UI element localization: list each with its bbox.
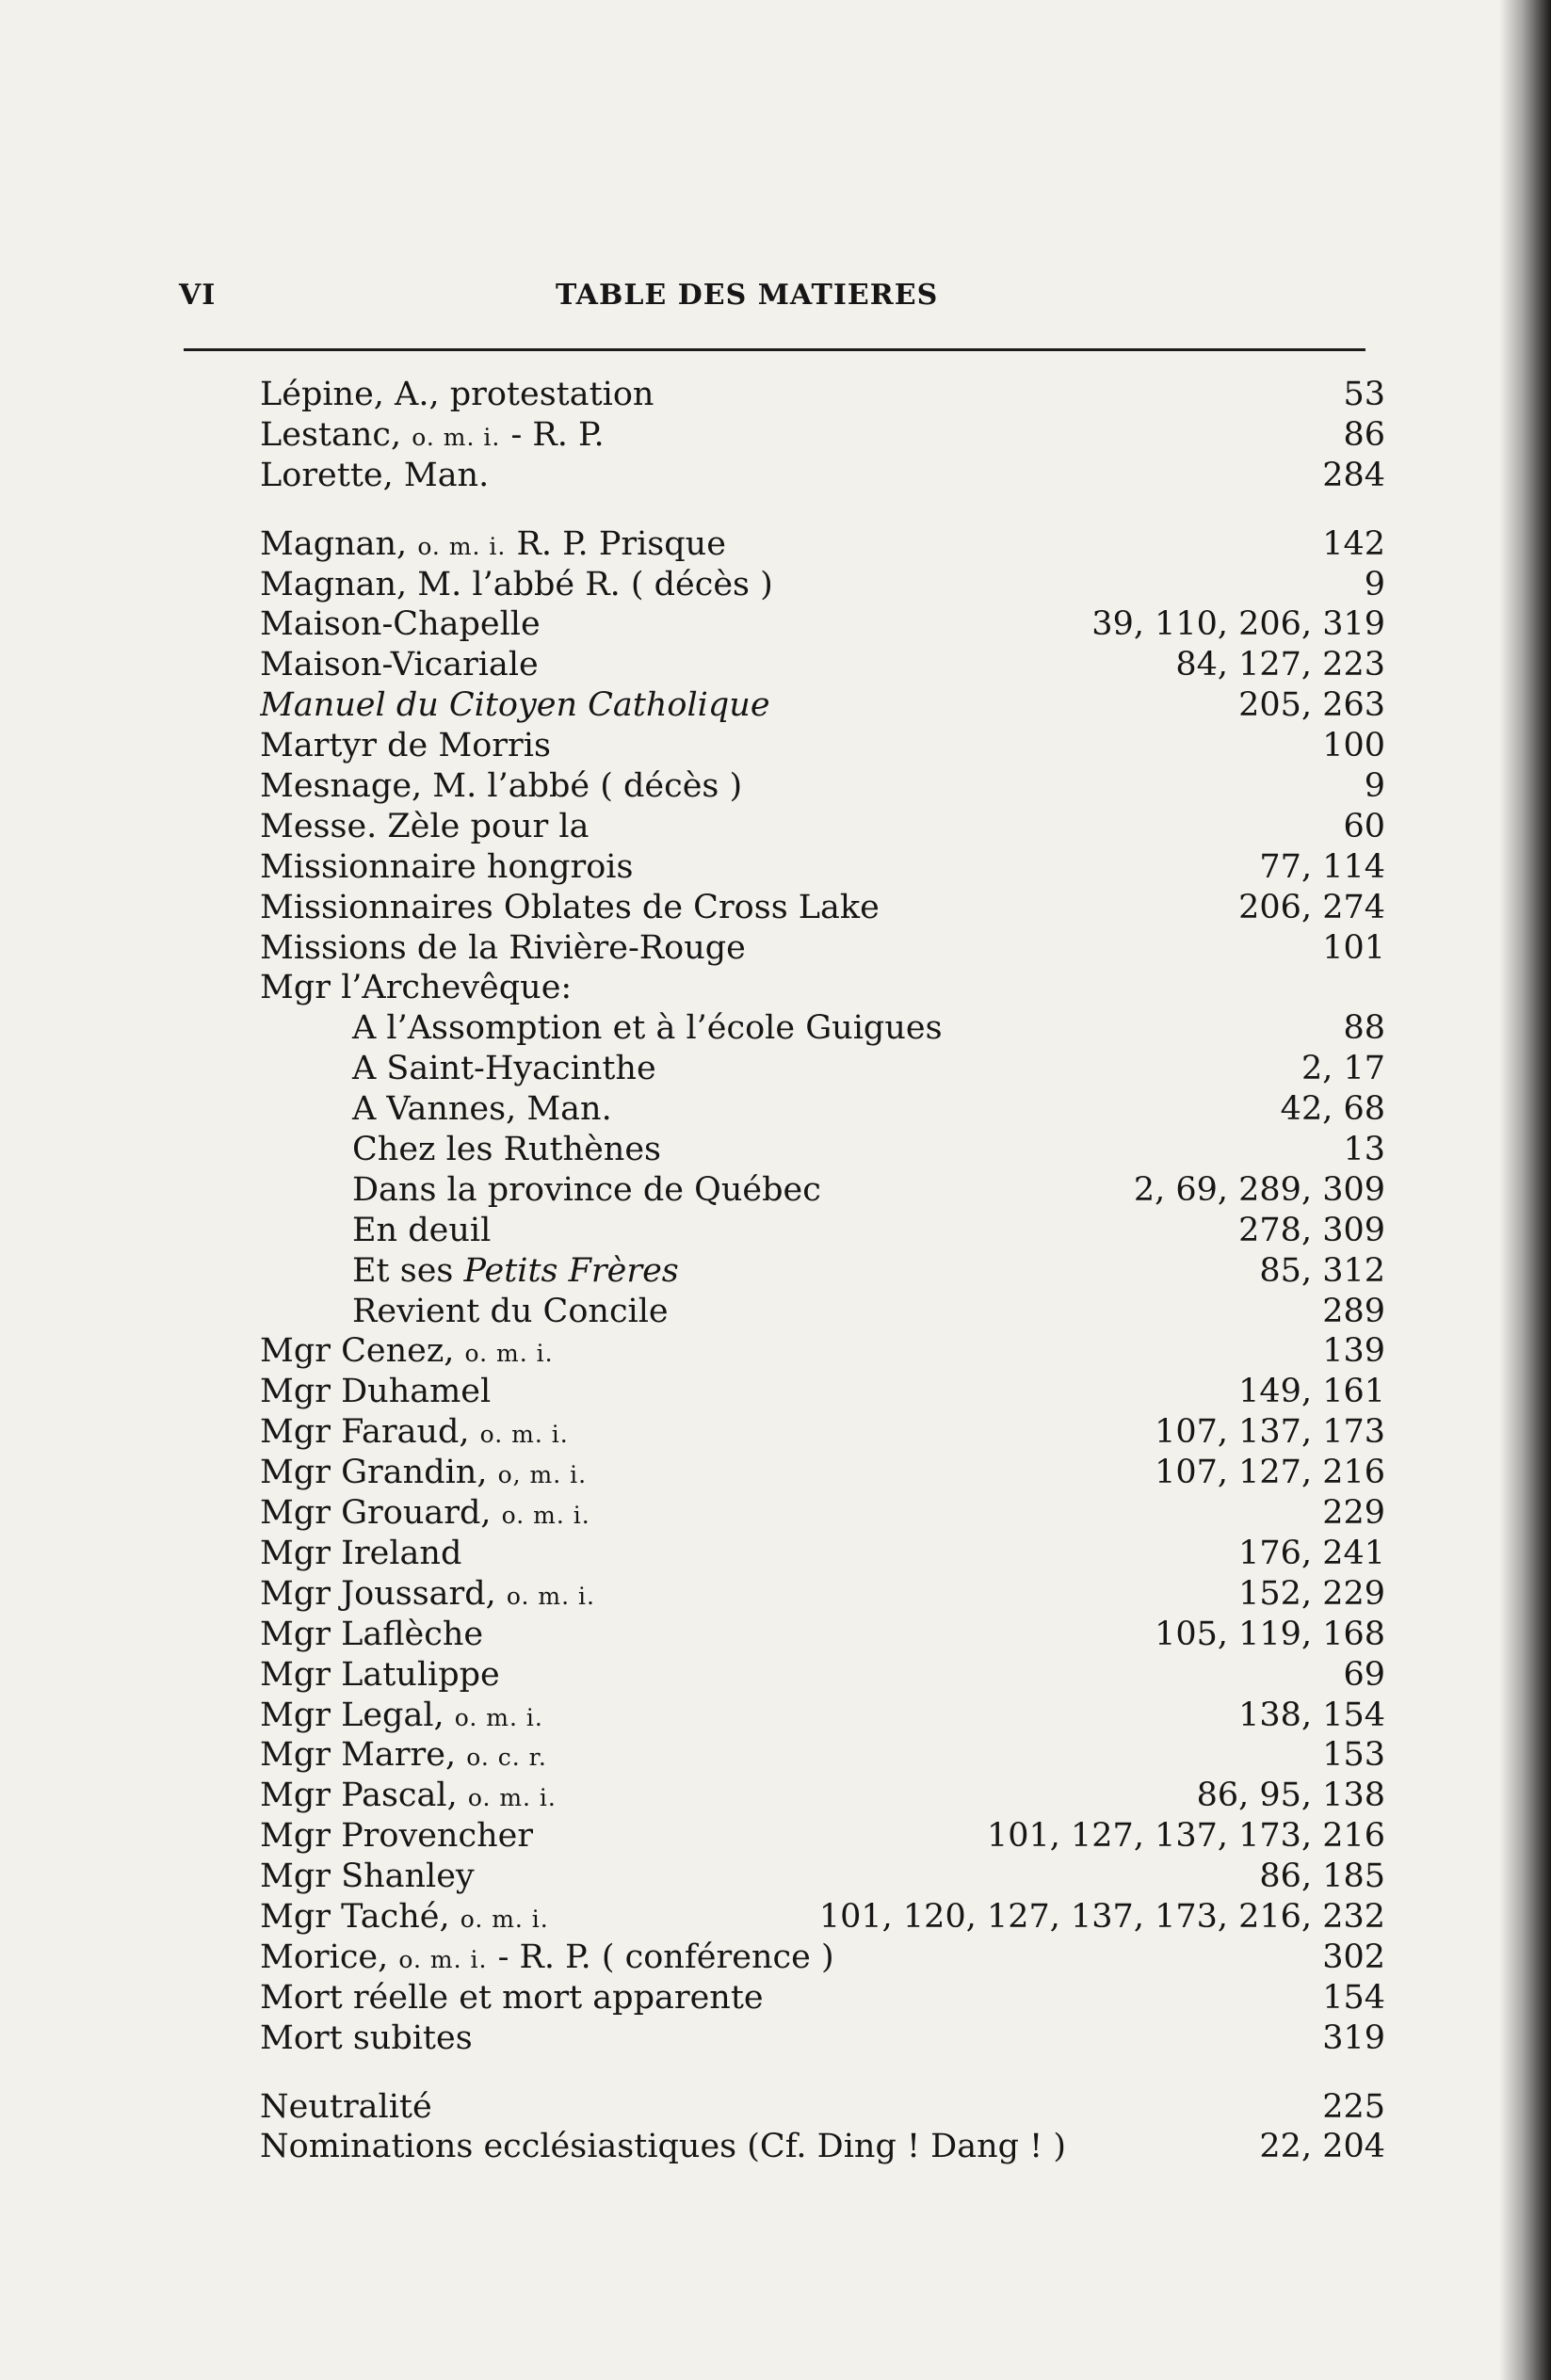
entry-text: Martyr de Morris bbox=[260, 727, 551, 765]
entry-term bbox=[260, 1897, 549, 1940]
index-entry bbox=[260, 1412, 1385, 1453]
entry-text: Revient du Concile bbox=[352, 1292, 669, 1330]
index-entry bbox=[260, 375, 1385, 415]
entry-page-refs: 138, 154 bbox=[1238, 1696, 1385, 1734]
index-entry bbox=[260, 726, 1385, 766]
entry-term bbox=[260, 2087, 432, 2128]
index-subentry bbox=[260, 1130, 1385, 1170]
entry-text: Mgr Cenez, bbox=[260, 1332, 465, 1371]
entry-order-abbrev: o. m. i. bbox=[460, 1905, 549, 1933]
page-number: VI bbox=[179, 279, 217, 312]
entry-page-refs: 149, 161 bbox=[1238, 1373, 1385, 1411]
entry-page-refs: 289 bbox=[1322, 1292, 1385, 1330]
entry-page-refs: 225 bbox=[1322, 2087, 1385, 2126]
entry-page-refs: 101 bbox=[1322, 928, 1385, 967]
header-rule bbox=[184, 348, 1365, 351]
index-entry bbox=[260, 1696, 1385, 1736]
entry-term bbox=[260, 2127, 1066, 2167]
entry-term bbox=[260, 685, 770, 726]
entry-term bbox=[260, 807, 589, 847]
entry-text: Lorette, Man. bbox=[260, 456, 490, 494]
entry-term bbox=[260, 1251, 679, 1292]
entry-text: - R. P. bbox=[500, 415, 605, 454]
entry-page-refs: 2, 69, 289, 309 bbox=[1133, 1170, 1385, 1209]
entry-text: Mgr Ireland bbox=[260, 1534, 462, 1572]
entry-text: Dans la province de Québec bbox=[352, 1170, 821, 1209]
entry-term bbox=[260, 1615, 483, 1655]
index-entry bbox=[260, 1493, 1385, 1534]
entry-text: Mgr Latulippe bbox=[260, 1655, 500, 1694]
index-entry bbox=[260, 1372, 1385, 1412]
entry-page-refs: 284 bbox=[1322, 456, 1385, 494]
entry-term bbox=[260, 847, 633, 888]
entry-page-refs: 69 bbox=[1343, 1655, 1385, 1694]
entry-term bbox=[260, 928, 746, 969]
entry-order-abbrev: o, m. i. bbox=[497, 1461, 588, 1489]
running-title: TABLE DES MATIERES bbox=[556, 279, 939, 312]
entry-page-refs: 154 bbox=[1322, 1978, 1385, 2017]
entry-term bbox=[260, 1089, 612, 1130]
entry-order-abbrev: o. m. i. bbox=[464, 1340, 554, 1368]
index-entry bbox=[260, 1655, 1385, 1696]
entry-text: Mort subites bbox=[260, 2018, 473, 2057]
entry-term bbox=[260, 888, 880, 928]
index-subentry bbox=[260, 1089, 1385, 1130]
index-entry bbox=[260, 1615, 1385, 1655]
index-entry bbox=[260, 1978, 1385, 2018]
entry-page-refs: 107, 127, 216 bbox=[1155, 1454, 1385, 1492]
entry-text: Mgr Laflèche bbox=[260, 1615, 484, 1653]
entry-page-refs: 86 bbox=[1343, 415, 1385, 454]
entry-text: Mgr Marre, bbox=[260, 1736, 467, 1775]
index-subentry bbox=[260, 1292, 1385, 1332]
entry-term bbox=[260, 1816, 533, 1857]
entry-term bbox=[260, 524, 726, 568]
entry-text: Lestanc, bbox=[260, 415, 412, 454]
entry-page-refs: 84, 127, 223 bbox=[1175, 646, 1385, 684]
index-entry bbox=[260, 645, 1385, 685]
entry-page-refs: 42, 68 bbox=[1280, 1090, 1385, 1129]
entry-term bbox=[260, 1412, 569, 1455]
entry-text: Neutralité bbox=[260, 2087, 432, 2126]
entry-page-refs: 139 bbox=[1322, 1332, 1385, 1371]
entry-term bbox=[260, 565, 773, 605]
index-entry bbox=[260, 1897, 1385, 1938]
entry-page-refs: 77, 114 bbox=[1259, 847, 1385, 886]
index-entry bbox=[260, 604, 1385, 645]
index-subentry bbox=[260, 1211, 1385, 1251]
entry-term bbox=[260, 1938, 834, 1981]
index-subentry bbox=[260, 1049, 1385, 1089]
index-entry bbox=[260, 1816, 1385, 1857]
entry-text: Mgr Provencher bbox=[260, 1817, 534, 1856]
index-entry bbox=[260, 1574, 1385, 1615]
entry-text: Mesnage, M. l’abbé ( décès ) bbox=[260, 767, 743, 806]
index-entry bbox=[260, 968, 1385, 1008]
entry-order-abbrev: o. m. i. bbox=[479, 1421, 569, 1449]
index-entries bbox=[260, 375, 1385, 2167]
entry-text: Mgr Shanley bbox=[260, 1857, 475, 1896]
entry-order-abbrev: o. m. i. bbox=[501, 1502, 590, 1530]
entry-text: Mgr l’Archevêque: bbox=[260, 969, 573, 1007]
index-entry bbox=[260, 928, 1385, 969]
entry-order-abbrev: o. m. i. bbox=[454, 1703, 543, 1731]
entry-order-abbrev: o. m. i. bbox=[467, 1784, 557, 1812]
entry-text: A Vannes, Man. bbox=[352, 1090, 612, 1129]
entry-page-refs: 39, 110, 206, 319 bbox=[1091, 605, 1385, 644]
index-entry bbox=[260, 2127, 1385, 2167]
entry-text: Nominations ecclésiastiques (Cf. Ding ! Dang ! ) bbox=[260, 2128, 1067, 2166]
entry-text: Mgr Joussard, bbox=[260, 1574, 507, 1613]
entry-page-refs: 206, 274 bbox=[1238, 888, 1385, 926]
entry-page-refs: 22, 204 bbox=[1259, 2128, 1385, 2166]
entry-page-refs: 53 bbox=[1343, 376, 1385, 413]
entry-text: - R. P. ( conférence ) bbox=[487, 1938, 834, 1976]
entry-order-abbrev: o. m. i. bbox=[506, 1582, 595, 1610]
entry-term bbox=[260, 1857, 475, 1897]
index-entry bbox=[260, 1331, 1385, 1372]
entry-term bbox=[260, 1655, 500, 1696]
index-entry bbox=[260, 2087, 1385, 2128]
index-subentry bbox=[260, 1008, 1385, 1049]
entry-term bbox=[260, 1372, 491, 1412]
entry-text: A l’Assomption et à l’école Guigues bbox=[352, 1009, 943, 1048]
entry-page-refs: 278, 309 bbox=[1238, 1211, 1385, 1249]
entry-page-refs: 229 bbox=[1322, 1494, 1385, 1533]
entry-text: Mgr Grandin, bbox=[260, 1454, 498, 1492]
index-entry bbox=[260, 1534, 1385, 1574]
entry-term bbox=[260, 1574, 595, 1617]
index-entry bbox=[260, 456, 1385, 496]
entry-term bbox=[260, 1735, 547, 1778]
entry-text: Magnan, M. l’abbé R. ( décès ) bbox=[260, 565, 773, 603]
entry-term bbox=[260, 375, 654, 415]
entry-text: Maison-Vicariale bbox=[260, 646, 539, 684]
entry-text: Mgr Duhamel bbox=[260, 1373, 492, 1411]
entry-page-refs: 100 bbox=[1322, 727, 1385, 765]
entry-page-refs: 319 bbox=[1322, 2018, 1385, 2057]
entry-page-refs: 302 bbox=[1322, 1938, 1385, 1976]
entry-text: En deuil bbox=[352, 1211, 492, 1249]
entry-text: Magnan, bbox=[260, 524, 418, 563]
entry-order-abbrev: o. m. i. bbox=[417, 532, 507, 560]
entry-term bbox=[260, 1049, 656, 1089]
entry-text: A Saint-Hyacinthe bbox=[352, 1050, 656, 1088]
entry-term bbox=[260, 2018, 473, 2059]
index-subentry bbox=[260, 1251, 1385, 1292]
entry-term bbox=[260, 1776, 557, 1819]
entry-page-refs: 9 bbox=[1364, 565, 1385, 603]
entry-page-refs: 205, 263 bbox=[1238, 686, 1385, 725]
entry-text: Missions de la Rivière-Rouge bbox=[260, 928, 746, 967]
entry-order-abbrev: o. m. i. bbox=[398, 1945, 488, 1973]
entry-term bbox=[260, 1978, 764, 2018]
entry-page-refs: 9 bbox=[1364, 767, 1385, 806]
index-entry bbox=[260, 2018, 1385, 2059]
entry-term bbox=[260, 1331, 554, 1375]
index-entry bbox=[260, 807, 1385, 847]
index-entry bbox=[260, 1938, 1385, 1978]
entry-page-refs: 86, 185 bbox=[1259, 1857, 1385, 1896]
entry-text: Messe. Zèle pour la bbox=[260, 807, 590, 845]
entry-term bbox=[260, 1493, 590, 1536]
entry-order-abbrev: o. c. r. bbox=[466, 1744, 547, 1772]
entry-term bbox=[260, 415, 605, 458]
entry-term bbox=[260, 1696, 543, 1739]
entry-page-refs: 107, 137, 173 bbox=[1155, 1413, 1385, 1452]
entry-text: Mort réelle et mort apparente bbox=[260, 1978, 764, 2017]
entry-page-refs: 88 bbox=[1343, 1009, 1385, 1048]
entry-term bbox=[260, 1211, 491, 1251]
entry-term bbox=[260, 1453, 587, 1496]
entry-text: Mgr Taché, bbox=[260, 1897, 460, 1936]
entry-page-refs: 86, 95, 138 bbox=[1196, 1777, 1385, 1815]
index-entry bbox=[260, 415, 1385, 456]
entry-page-refs: 152, 229 bbox=[1238, 1574, 1385, 1613]
entry-page-refs: 105, 119, 168 bbox=[1155, 1615, 1385, 1653]
entry-term bbox=[260, 1130, 661, 1170]
entry-page-refs: 85, 312 bbox=[1259, 1251, 1385, 1290]
entry-text: Chez les Ruthènes bbox=[352, 1131, 662, 1169]
entry-text: Mgr Pascal, bbox=[260, 1777, 468, 1815]
index-entry bbox=[260, 1776, 1385, 1816]
entry-term bbox=[260, 645, 539, 685]
entry-page-refs: 176, 241 bbox=[1238, 1534, 1385, 1572]
entry-term bbox=[260, 1292, 669, 1332]
running-header bbox=[170, 279, 1375, 316]
entry-text: R. P. Prisque bbox=[506, 524, 726, 563]
entry-text: Mgr Legal, bbox=[260, 1696, 455, 1734]
entry-order-abbrev: o. m. i. bbox=[412, 423, 501, 451]
index-entry bbox=[260, 1857, 1385, 1897]
entry-page-refs: 60 bbox=[1343, 807, 1385, 845]
entry-italic-text: Petits Frères bbox=[463, 1251, 679, 1290]
entry-text: Missionnaires Oblates de Cross Lake bbox=[260, 888, 880, 926]
entry-term bbox=[260, 1534, 461, 1574]
entry-page-refs: 2, 17 bbox=[1301, 1050, 1385, 1088]
entry-page-refs: 101, 120, 127, 137, 173, 216, 232 bbox=[818, 1897, 1385, 1936]
index-entry bbox=[260, 565, 1385, 605]
entry-text: Maison-Chapelle bbox=[260, 605, 541, 644]
entry-term bbox=[260, 1008, 943, 1049]
entry-page-refs: 142 bbox=[1322, 524, 1385, 563]
index-entry bbox=[260, 766, 1385, 807]
index-entry bbox=[260, 524, 1385, 565]
entry-term bbox=[260, 968, 572, 1008]
entry-term bbox=[260, 726, 551, 766]
entry-text: Et ses bbox=[352, 1251, 464, 1290]
entry-text: Morice, bbox=[260, 1938, 399, 1976]
entry-text: Lépine, A., protestation bbox=[260, 376, 654, 413]
entry-term bbox=[260, 766, 742, 807]
page-spine-shadow bbox=[1499, 0, 1551, 2380]
entry-page-refs: 153 bbox=[1322, 1736, 1385, 1775]
entry-italic-text: Manuel du Citoyen Catholique bbox=[260, 686, 770, 725]
index-subentry bbox=[260, 1170, 1385, 1211]
entry-term bbox=[260, 1170, 821, 1211]
index-entry bbox=[260, 847, 1385, 888]
entry-term bbox=[260, 604, 541, 645]
entry-text: Missionnaire hongrois bbox=[260, 847, 634, 886]
entry-page-refs: 13 bbox=[1343, 1131, 1385, 1169]
index-entry bbox=[260, 685, 1385, 726]
entry-page-refs: 101, 127, 137, 173, 216 bbox=[986, 1817, 1385, 1856]
entry-text: Mgr Grouard, bbox=[260, 1494, 502, 1533]
index-entry bbox=[260, 1453, 1385, 1493]
entry-term bbox=[260, 456, 489, 496]
index-entry bbox=[260, 1735, 1385, 1776]
index-entry bbox=[260, 888, 1385, 928]
entry-text: Mgr Faraud, bbox=[260, 1413, 480, 1452]
